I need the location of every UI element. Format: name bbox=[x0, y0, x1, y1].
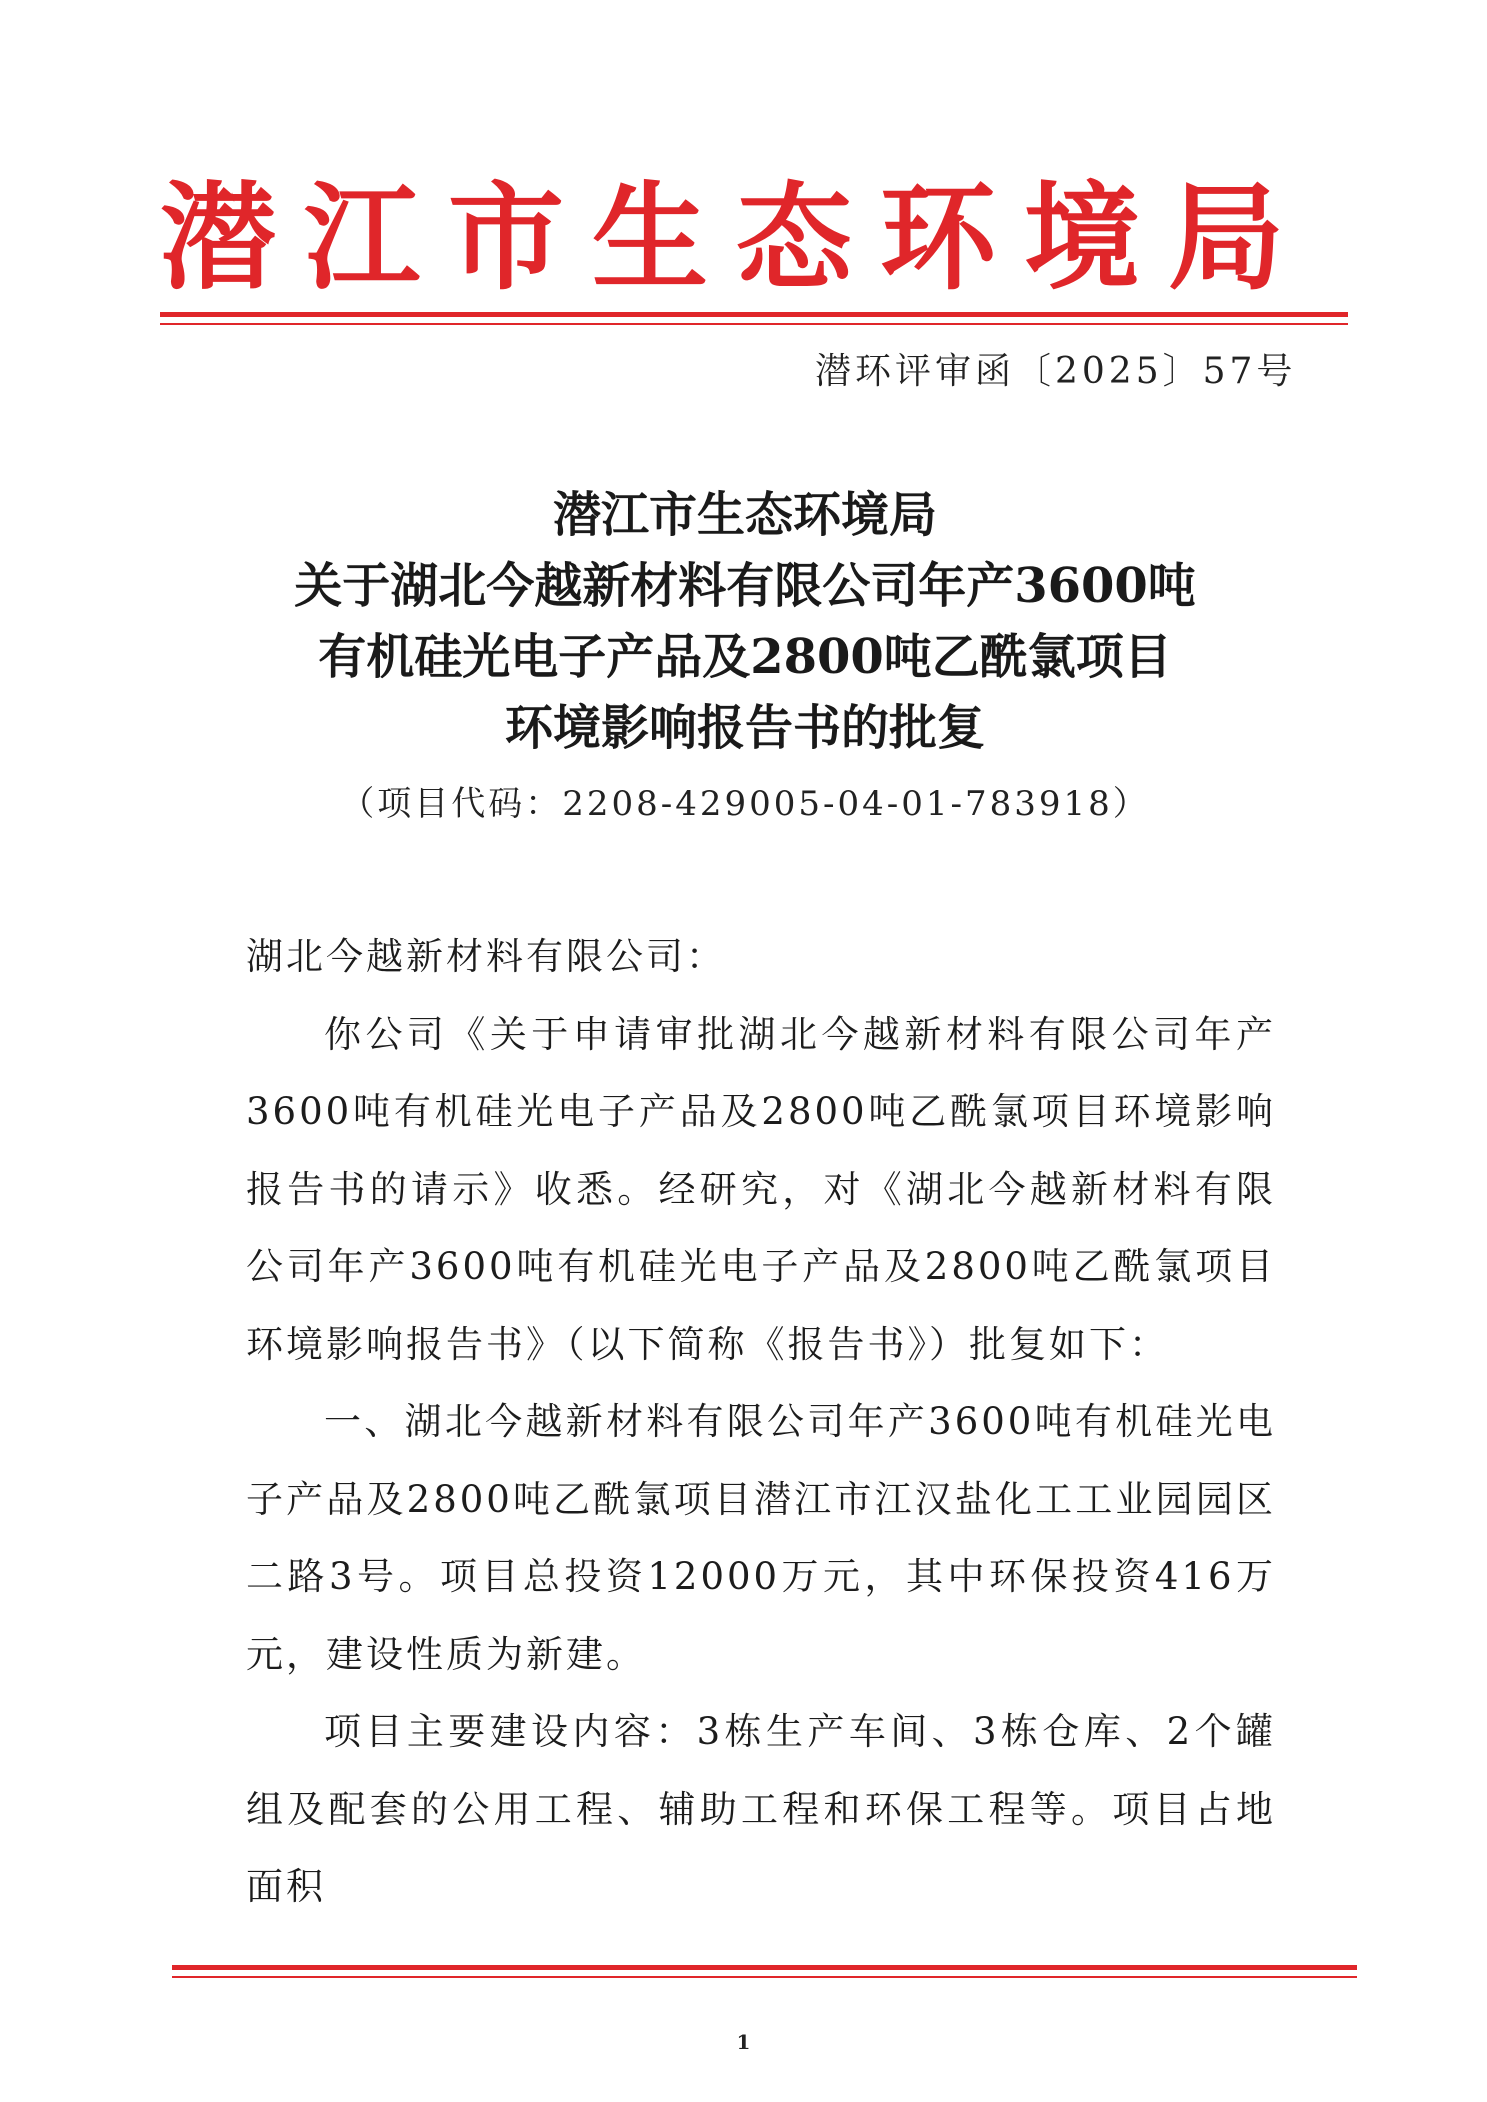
body-paragraph-3: 项目主要建设内容：3栋生产车间、3栋仓库、2个罐组及配套的公用工程、辅助工程和环保工程等。项目占地面积 bbox=[246, 1710, 1276, 1908]
document-title bbox=[200, 480, 1290, 764]
project-code: （项目代码：2208-429005-04-01-783918） bbox=[340, 784, 1150, 824]
salutation: 湖北今越新材料有限公司： bbox=[246, 935, 726, 978]
body-paragraph-2: 一、湖北今越新材料有限公司年产3600吨有机硅光电子产品及2800吨乙酰氯项目潜江市江汉盐化工工业园园区二路3号。项目总投资12000万元，其中环保投资416万元，建设性质为新建。 bbox=[246, 1400, 1276, 1676]
header-rule-thin bbox=[160, 323, 1348, 325]
agency-header-title: 潜江市生态环境局 bbox=[160, 170, 1312, 306]
header-rule-thick bbox=[160, 312, 1348, 317]
document-body bbox=[246, 918, 1276, 1926]
footer-rule-thin bbox=[172, 1976, 1357, 1978]
page-number: 1 bbox=[736, 2030, 751, 2054]
title-line-2: 关于湖北今越新材料有限公司年产3600吨 bbox=[294, 558, 1196, 614]
body-paragraph-1: 你公司《关于申请审批湖北今越新材料有限公司年产3600吨有机硅光电子产品及2800吨乙酰氯项目环境影响报告书的请示》收悉。经研究，对《湖北今越新材料有限公司年产3600吨有机硅光电子产品及2800吨乙酰氯项目环境影响报告书》（以下简称《报告书》）批复如下： bbox=[246, 1012, 1276, 1366]
title-line-3: 有机硅光电子产品及2800吨乙酰氯项目 bbox=[318, 629, 1172, 685]
footer-rule-thick bbox=[172, 1965, 1357, 1970]
title-line-4: 环境影响报告书的批复 bbox=[504, 700, 985, 756]
document-number: 潜环评审函〔2025〕57号 bbox=[815, 351, 1297, 392]
title-line-1: 潜江市生态环境局 bbox=[552, 487, 937, 543]
